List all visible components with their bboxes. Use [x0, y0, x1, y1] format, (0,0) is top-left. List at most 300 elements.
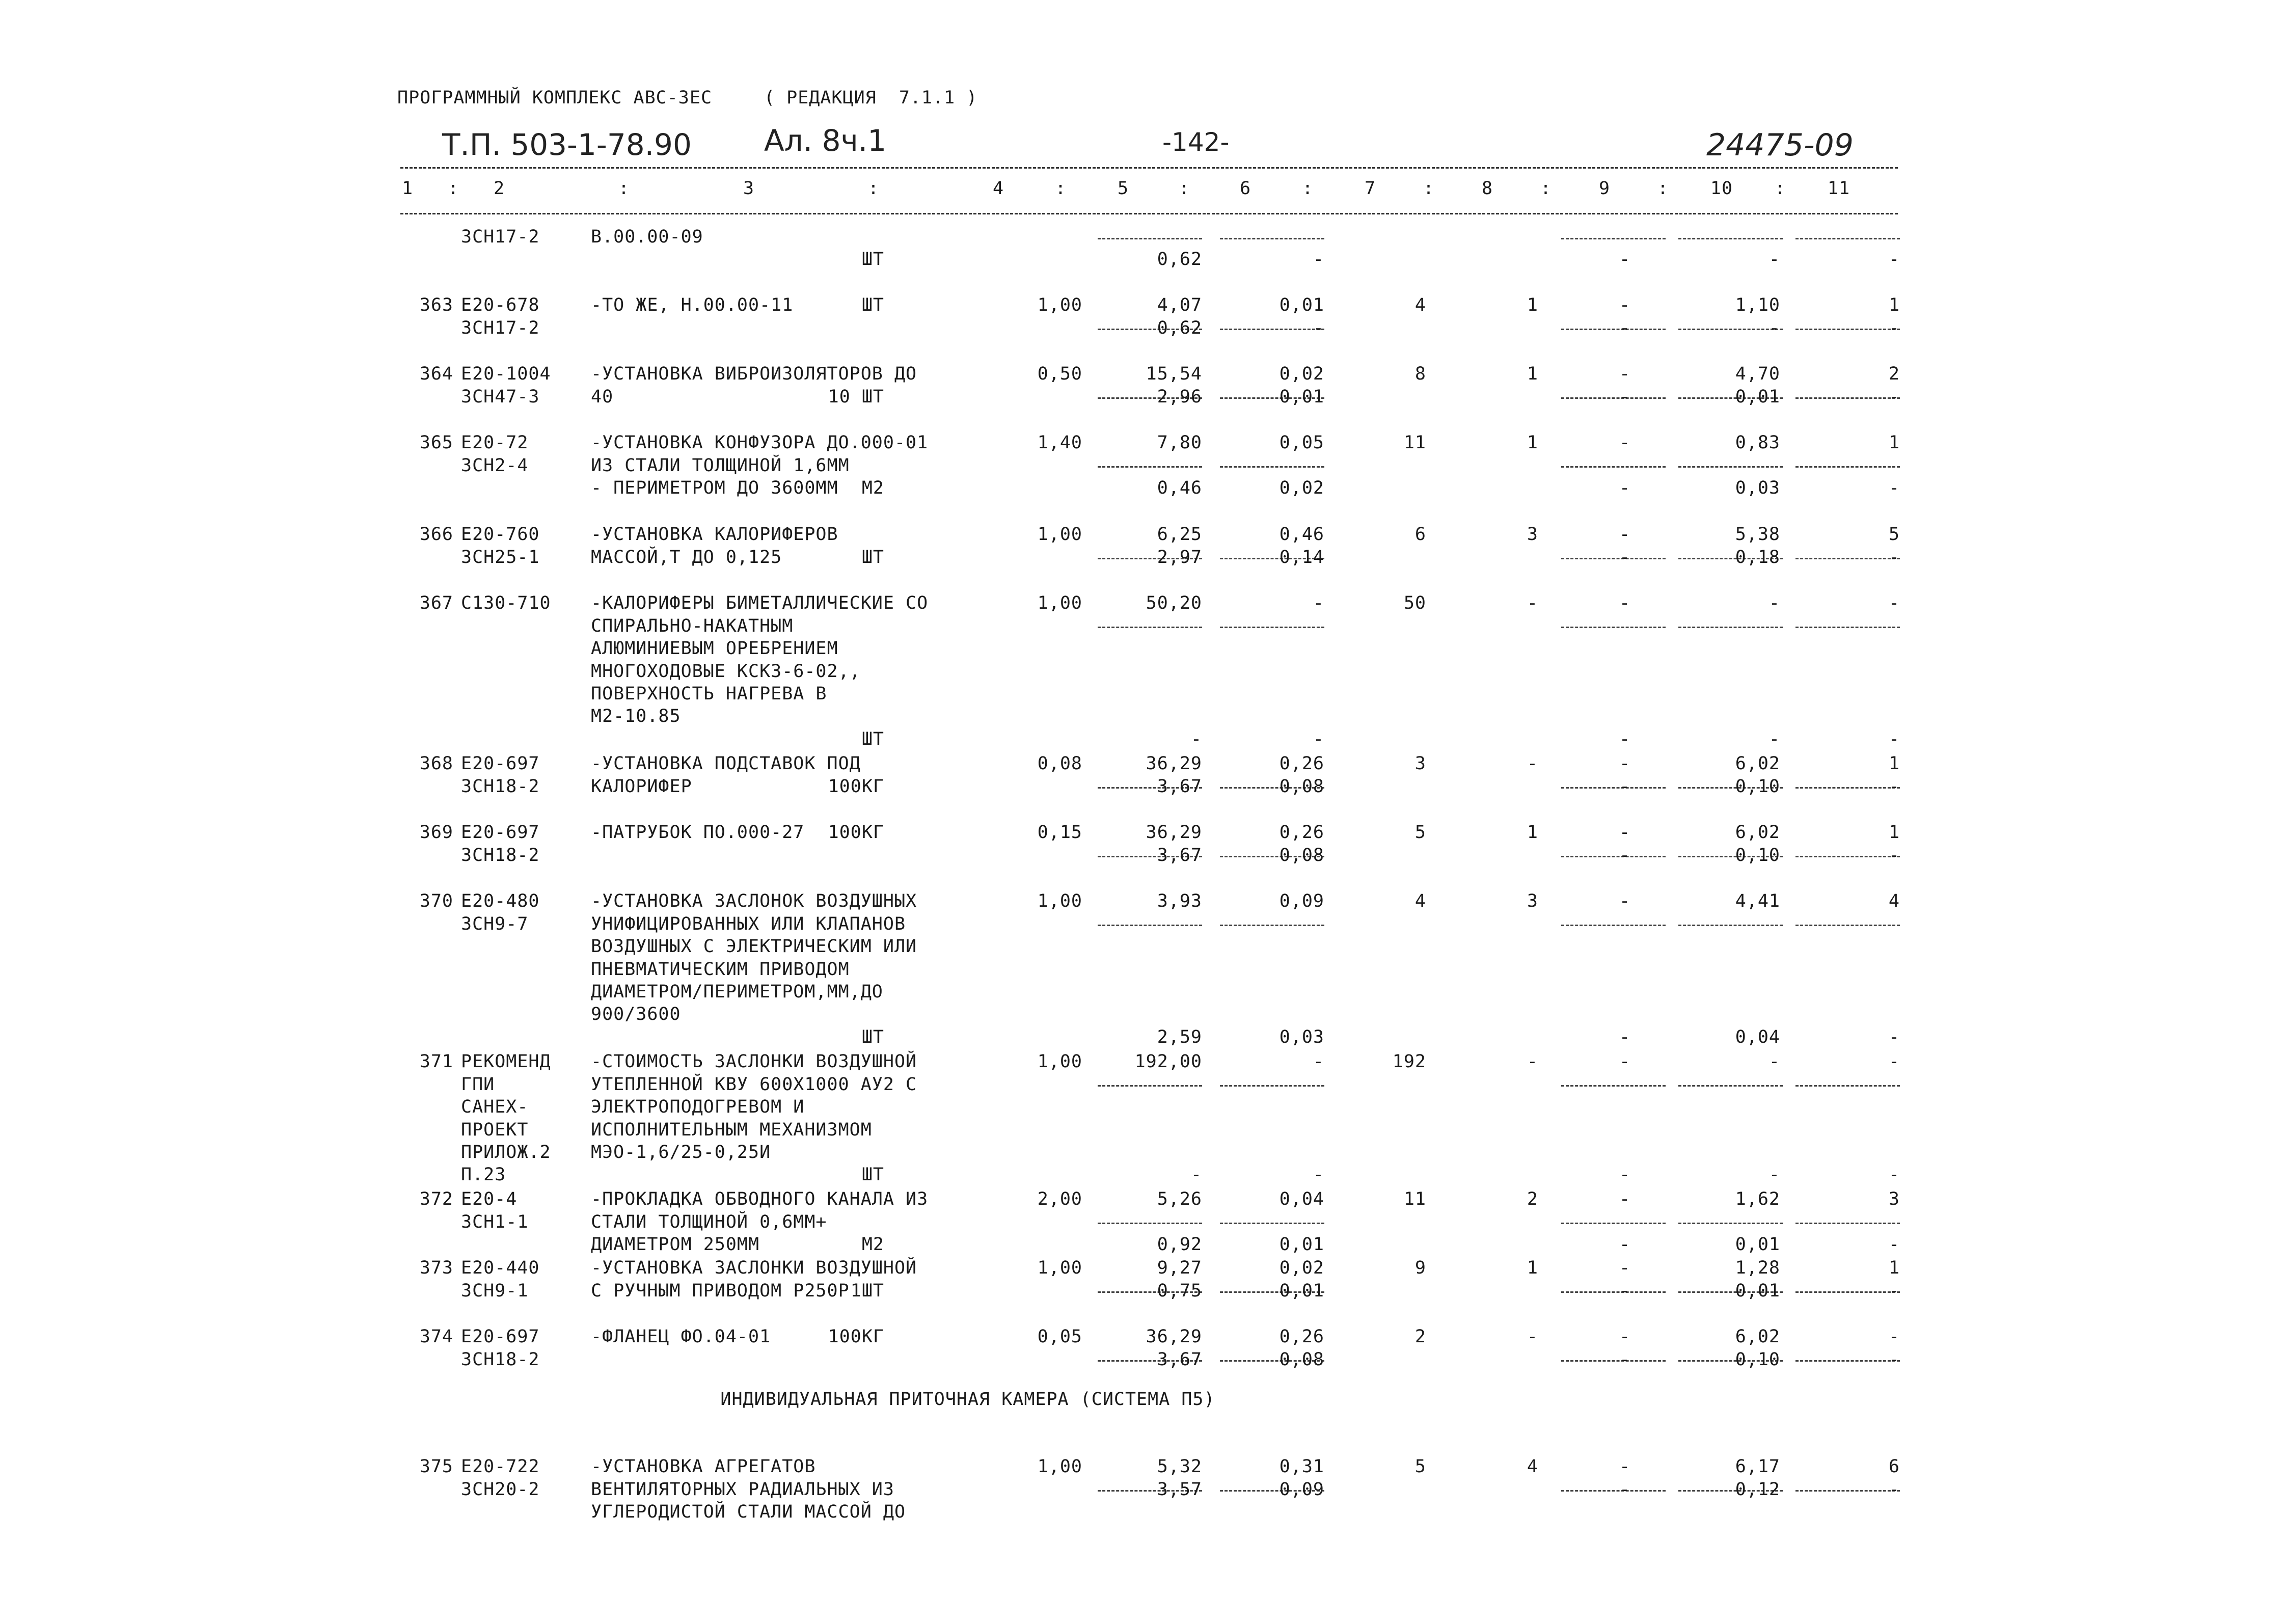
row-number: 374 [419, 1327, 453, 1347]
column-number: 11 [1827, 178, 1850, 199]
cell-col7: 4 [1414, 295, 1426, 316]
cell-divider [1795, 466, 1900, 468]
cell-col10-secondary: 0,01 [1735, 386, 1780, 407]
cell-col6-secondary: 0,01 [1279, 1280, 1324, 1301]
row-code: 3СН1-1 [461, 1211, 529, 1232]
row-description: -ПРОКЛАДКА ОБВОДНОГО КАНАЛА ИЗ [591, 1189, 929, 1210]
row-description: В.00.00-09 [591, 227, 703, 247]
cell-col11-secondary: - [1888, 386, 1900, 407]
cell-col9-secondary: - [1619, 478, 1631, 499]
cell-col10-secondary: 0,03 [1735, 478, 1780, 499]
cell-col10: 4,70 [1735, 364, 1780, 385]
cell-col5: 5,32 [1157, 1456, 1202, 1477]
cell-divider [1678, 925, 1783, 926]
cell-col9-secondary: - [1619, 1234, 1631, 1255]
cell-col5-secondary: 3,57 [1157, 1479, 1202, 1500]
cell-col6-secondary: 0,01 [1279, 1234, 1324, 1255]
cell-divider [1795, 627, 1900, 628]
cell-col9: - [1619, 1189, 1631, 1210]
cell-col5-secondary: 3,67 [1157, 776, 1202, 797]
cell-col9: - [1619, 295, 1631, 316]
cell-col5: 6,25 [1157, 524, 1202, 545]
cell-col11-secondary: - [1888, 1280, 1900, 1301]
cell-col8: - [1527, 753, 1538, 774]
row-description: М2-10.85 [591, 706, 681, 727]
row-description: МАССОЙ,Т ДО 0,125 [591, 547, 782, 567]
row-number: 369 [419, 822, 453, 843]
cell-col9-secondary: - [1619, 1026, 1631, 1047]
cell-col8: - [1527, 1051, 1538, 1072]
column-separator: : [1423, 178, 1435, 199]
cell-col11-secondary: - [1888, 547, 1900, 567]
cell-col6-secondary: 0,08 [1279, 776, 1324, 797]
row-description: УНИФИЦИРОВАННЫХ ИЛИ КЛАПАНОВ [591, 913, 906, 934]
cell-col9: - [1619, 1258, 1631, 1279]
row-number: 375 [419, 1456, 453, 1477]
row-description: ВОЗДУШНЫХ С ЭЛЕКТРИЧЕСКИМ ИЛИ [591, 936, 917, 957]
row-description: -УСТАНОВКА КАЛОРИФЕРОВ [591, 524, 838, 545]
cell-col6: 0,31 [1279, 1456, 1324, 1477]
cell-col7: 50 [1403, 593, 1426, 614]
cell-col5: 5,26 [1157, 1189, 1202, 1210]
row-description: -УСТАНОВКА ЗАСЛОНКИ ВОЗДУШНОЙ [591, 1258, 917, 1279]
column-number: 1 [401, 178, 414, 199]
row-number: 363 [419, 295, 453, 316]
edition-label: ( РЕДАКЦИЯ 7.1.1 ) [764, 88, 978, 108]
cell-col9: - [1619, 364, 1631, 385]
album-label: Ал. 8ч.1 [764, 123, 887, 158]
cell-col4: 0,08 [1037, 753, 1082, 774]
column-number: 3 [743, 178, 755, 199]
row-unit: ШТ [861, 1026, 884, 1047]
row-description: ПОВЕРХНОСТЬ НАГРЕВА В [591, 684, 827, 704]
row-description: КАЛОРИФЕР [591, 776, 692, 797]
cell-col11-secondary: - [1888, 1234, 1900, 1255]
cell-col9: - [1619, 593, 1631, 614]
cell-col9-secondary: - [1619, 1280, 1631, 1301]
row-description: ЭЛЕКТРОПОДОГРЕВОМ И [591, 1097, 805, 1118]
cell-col10-secondary: 0,10 [1735, 1349, 1780, 1370]
cell-col11: 5 [1888, 524, 1900, 545]
row-description: АЛЮМИНИЕВЫМ ОРЕБРЕНИЕМ [591, 638, 838, 659]
cell-col11: 1 [1888, 1258, 1900, 1279]
cell-col10: 4,41 [1735, 891, 1780, 912]
row-code: 3СН18-2 [461, 845, 540, 865]
cell-col11: 3 [1888, 1189, 1900, 1210]
column-separator: : [867, 178, 880, 199]
row-description: -ФЛАНЕЦ ФО.04-01 [591, 1327, 771, 1347]
cell-col8: - [1527, 593, 1538, 614]
cell-col10: - [1768, 1051, 1780, 1072]
cell-col7: 11 [1403, 432, 1426, 453]
cell-col10: 1,62 [1735, 1189, 1780, 1210]
cell-col11: 1 [1888, 822, 1900, 843]
cell-col11-secondary: - [1888, 1165, 1900, 1185]
cell-col6-secondary: 0,02 [1279, 478, 1324, 499]
column-number: 5 [1117, 178, 1129, 199]
row-code: Е20-4 [461, 1189, 518, 1210]
row-code: Е20-697 [461, 753, 540, 774]
cell-col9-secondary: - [1619, 249, 1631, 270]
cell-col5-secondary: 0,75 [1157, 1280, 1202, 1301]
cell-col4: 1,00 [1037, 1051, 1082, 1072]
cell-col6-secondary: 0,14 [1279, 547, 1324, 567]
cell-col8: 3 [1527, 524, 1538, 545]
row-description: -СТОИМОСТЬ ЗАСЛОНКИ ВОЗДУШНОЙ [591, 1051, 917, 1072]
cell-col10-secondary: - [1768, 728, 1780, 749]
cell-col10: 6,02 [1735, 1327, 1780, 1347]
row-unit: 1ШТ [850, 1280, 884, 1301]
row-description: ДИАМЕТРОМ/ПЕРИМЕТРОМ,ММ,ДО [591, 982, 883, 1002]
cell-col5: 50,20 [1146, 593, 1202, 614]
row-description: -КАЛОРИФЕРЫ БИМЕТАЛЛИЧЕСКИЕ СО [591, 593, 929, 614]
cell-col6: 0,46 [1279, 524, 1324, 545]
row-description: ВЕНТИЛЯТОРНЫХ РАДИАЛЬНЫХ ИЗ [591, 1479, 894, 1500]
cell-divider [1220, 627, 1324, 628]
cell-col10-secondary: 0,01 [1735, 1234, 1780, 1255]
row-unit: 100КГ [828, 1327, 884, 1347]
cell-col7: 5 [1414, 1456, 1426, 1477]
cell-col5-secondary: 2,97 [1157, 547, 1202, 567]
cell-col9-secondary: - [1619, 547, 1631, 567]
cell-col8: 1 [1527, 432, 1538, 453]
row-description: УТЕПЛЕННОЙ КВУ 600Х1000 АУ2 С [591, 1074, 917, 1095]
cell-col7: 3 [1414, 753, 1426, 774]
document-number: 24475-09 [1706, 127, 1854, 163]
row-unit: М2 [861, 1234, 884, 1255]
cell-col11: 1 [1888, 432, 1900, 453]
row-number: 370 [419, 891, 453, 912]
cell-col11: 1 [1888, 295, 1900, 316]
cell-col6-secondary: 0,09 [1279, 1479, 1324, 1500]
row-code: Е20-480 [461, 891, 540, 912]
row-code: 3СН20-2 [461, 1479, 540, 1500]
column-number: 2 [493, 178, 505, 199]
cell-divider [1098, 1085, 1202, 1087]
cell-col4: 2,00 [1037, 1189, 1082, 1210]
row-unit: ШТ [861, 295, 884, 316]
cell-col6-secondary: 0,08 [1279, 845, 1324, 865]
column-number: 6 [1239, 178, 1251, 199]
cell-col5-secondary: 0,62 [1157, 317, 1202, 338]
cell-col10-secondary: 0,10 [1735, 845, 1780, 865]
cell-col8: 1 [1527, 295, 1538, 316]
section-title: ИНДИВИДУАЛЬНАЯ ПРИТОЧНАЯ КАМЕРА (СИСТЕМА П5) [720, 1389, 1215, 1410]
cell-col11-secondary: - [1888, 1026, 1900, 1047]
cell-divider [1561, 1223, 1666, 1224]
header-rule-top [400, 167, 1898, 169]
row-code: Е20-72 [461, 432, 529, 453]
cell-divider [1098, 238, 1202, 239]
row-description: 40 [591, 386, 614, 407]
cell-col9-secondary: - [1619, 728, 1631, 749]
row-description: МНОГОХОДОВЫЕ КСК3-6-02,, [591, 661, 861, 682]
cell-col4: 1,00 [1037, 593, 1082, 614]
cell-col11: - [1888, 593, 1900, 614]
column-separator: : [618, 178, 630, 199]
row-number: 365 [419, 432, 453, 453]
cell-col6-secondary: 0,01 [1279, 386, 1324, 407]
cell-col5: 36,29 [1146, 1327, 1202, 1347]
row-description: -УСТАНОВКА АГРЕГАТОВ [591, 1456, 816, 1477]
cell-col6: 0,04 [1279, 1189, 1324, 1210]
row-description: -УСТАНОВКА КОНФУЗОРА ДО.000-01 [591, 432, 929, 453]
cell-col5: 4,07 [1157, 295, 1202, 316]
row-description: МЭО-1,6/25-0,25И [591, 1142, 771, 1162]
cell-col6-secondary: - [1313, 728, 1324, 749]
cell-col10-secondary: 0,10 [1735, 776, 1780, 797]
column-separator: : [1055, 178, 1067, 199]
row-code: 3СН18-2 [461, 1349, 540, 1370]
cell-col9-secondary: - [1619, 1349, 1631, 1370]
column-separator: : [447, 178, 459, 199]
cell-col11: 2 [1888, 364, 1900, 385]
cell-col7: 4 [1414, 891, 1426, 912]
cell-col5-secondary: 3,67 [1157, 845, 1202, 865]
cell-col9: - [1619, 1327, 1631, 1347]
column-separator: : [1540, 178, 1552, 199]
row-number: 366 [419, 524, 453, 545]
row-description: -ПАТРУБОК ПО.000-27 [591, 822, 805, 843]
row-code: Е20-678 [461, 295, 540, 316]
cell-col10: 6,02 [1735, 822, 1780, 843]
page-number: -142- [1162, 127, 1230, 157]
row-code: ПРОЕКТ [461, 1119, 529, 1140]
row-description: -УСТАНОВКА ЗАСЛОНОК ВОЗДУШНЫХ [591, 891, 917, 912]
row-code: 3СН47-3 [461, 386, 540, 407]
cell-divider [1220, 1085, 1324, 1087]
cell-col8: 1 [1527, 822, 1538, 843]
header-rule-bottom [400, 213, 1898, 214]
row-description: УГЛЕРОДИСТОЙ СТАЛИ МАССОЙ ДО [591, 1502, 906, 1523]
cell-col5-secondary: 0,46 [1157, 478, 1202, 499]
row-code: 3СН17-2 [461, 227, 540, 247]
cell-col9-secondary: - [1619, 845, 1631, 865]
cell-col10: 5,38 [1735, 524, 1780, 545]
cell-divider [1795, 238, 1900, 239]
cell-col9: - [1619, 891, 1631, 912]
row-description: ДИАМЕТРОМ 250ММ [591, 1234, 760, 1255]
row-description: С РУЧНЫМ ПРИВОДОМ Р250Р [591, 1280, 850, 1301]
cell-col10: 6,02 [1735, 753, 1780, 774]
cell-col9-secondary: - [1619, 317, 1631, 338]
program-title: ПРОГРАММНЫЙ КОМПЛЕКС АВС-3ЕС [397, 88, 713, 108]
cell-col9: - [1619, 524, 1631, 545]
row-code: 3СН25-1 [461, 547, 540, 567]
cell-divider [1795, 1223, 1900, 1224]
column-separator: : [1302, 178, 1314, 199]
cell-col6: 0,01 [1279, 295, 1324, 316]
cell-col8: 4 [1527, 1456, 1538, 1477]
row-code: 3СН17-2 [461, 317, 540, 338]
cell-col9: - [1619, 1051, 1631, 1072]
cell-divider [1795, 1085, 1900, 1087]
cell-col9-secondary: - [1619, 776, 1631, 797]
cell-col6: 0,26 [1279, 753, 1324, 774]
row-number: 364 [419, 364, 453, 385]
cell-divider [1561, 925, 1666, 926]
column-separator: : [1774, 178, 1786, 199]
cell-col10-secondary: - [1768, 249, 1780, 270]
row-code: Е20-440 [461, 1258, 540, 1279]
row-number: 368 [419, 753, 453, 774]
cell-col11: - [1888, 1327, 1900, 1347]
cell-divider [1678, 1085, 1783, 1087]
row-description: - ПЕРИМЕТРОМ ДО 3600ММ [591, 478, 838, 499]
row-unit: 100КГ [828, 776, 884, 797]
cell-divider [1678, 1223, 1783, 1224]
row-unit: М2 [861, 478, 884, 499]
cell-col11-secondary: - [1888, 776, 1900, 797]
cell-col10: 6,17 [1735, 1456, 1780, 1477]
row-unit: 10 ШТ [828, 386, 884, 407]
cell-col5-secondary: - [1190, 728, 1202, 749]
cell-col6: 0,09 [1279, 891, 1324, 912]
cell-col10-secondary: - [1768, 317, 1780, 338]
row-code: Е20-697 [461, 822, 540, 843]
cell-col10-secondary: 0,01 [1735, 1280, 1780, 1301]
cell-col4: 1,00 [1037, 1258, 1082, 1279]
row-code: Е20-697 [461, 1327, 540, 1347]
row-description: -УСТАНОВКА ПОДСТАВОК ПОД [591, 753, 861, 774]
cell-divider [1098, 925, 1202, 926]
row-description: ПНЕВМАТИЧЕСКИМ ПРИВОДОМ [591, 959, 850, 980]
cell-divider [1220, 466, 1324, 468]
cell-col7: 6 [1414, 524, 1426, 545]
cell-col5: 9,27 [1157, 1258, 1202, 1279]
cell-col4: 1,00 [1037, 891, 1082, 912]
cell-col6: 0,02 [1279, 1258, 1324, 1279]
cell-col9: - [1619, 1456, 1631, 1477]
row-code: 3СН2-4 [461, 455, 529, 476]
cell-col4: 1,40 [1037, 432, 1082, 453]
row-unit: ШТ [861, 1165, 884, 1185]
cell-col8: 2 [1527, 1189, 1538, 1210]
cell-col10-secondary: - [1768, 1165, 1780, 1185]
cell-col11: 1 [1888, 753, 1900, 774]
cell-col10: 0,83 [1735, 432, 1780, 453]
cell-col5: 7,80 [1157, 432, 1202, 453]
cell-col11-secondary: - [1888, 1349, 1900, 1370]
row-description: ИСПОЛНИТЕЛЬНЫМ МЕХАНИЗМОМ [591, 1119, 872, 1140]
row-description: СТАЛИ ТОЛЩИНОЙ 0,6ММ+ [591, 1211, 827, 1232]
cell-col4: 0,05 [1037, 1327, 1082, 1347]
cell-col4: 0,50 [1037, 364, 1082, 385]
cell-col9: - [1619, 822, 1631, 843]
cell-divider [1098, 1223, 1202, 1224]
cell-col11-secondary: - [1888, 845, 1900, 865]
row-code: 3СН9-7 [461, 913, 529, 934]
cell-col4: 1,00 [1037, 524, 1082, 545]
cell-col6-secondary: 0,08 [1279, 1349, 1324, 1370]
cell-col5: 192,00 [1134, 1051, 1202, 1072]
project-code: Т.П. 503-1-78.90 [442, 127, 692, 162]
cell-col11-secondary: - [1888, 1479, 1900, 1500]
row-code: ПРИЛОЖ.2 [461, 1142, 551, 1162]
row-number: 367 [419, 593, 453, 614]
column-separator: : [1657, 178, 1669, 199]
row-code: С130-710 [461, 593, 551, 614]
cell-col6-secondary: 0,03 [1279, 1026, 1324, 1047]
row-code: РЕКОМЕНД [461, 1051, 551, 1072]
row-unit: ШТ [861, 249, 884, 270]
cell-col7: 11 [1403, 1189, 1426, 1210]
cell-col11-secondary: - [1888, 249, 1900, 270]
cell-col7: 2 [1414, 1327, 1426, 1347]
cell-divider [1561, 627, 1666, 628]
cell-col10-secondary: 0,04 [1735, 1026, 1780, 1047]
cell-divider [1561, 1085, 1666, 1087]
cell-col9-secondary: - [1619, 1165, 1631, 1185]
cell-col11-secondary: - [1888, 478, 1900, 499]
cell-col5: 3,93 [1157, 891, 1202, 912]
column-separator: : [1178, 178, 1190, 199]
cell-divider [1678, 466, 1783, 468]
row-code: П.23 [461, 1165, 506, 1185]
cell-col9: - [1619, 432, 1631, 453]
cell-col10-secondary: 0,12 [1735, 1479, 1780, 1500]
cell-col6: 0,26 [1279, 1327, 1324, 1347]
cell-col6: - [1313, 593, 1324, 614]
cell-col6: 0,26 [1279, 822, 1324, 843]
row-description: -ТО ЖЕ, Н.00.00-11 [591, 295, 794, 316]
cell-col6: 0,05 [1279, 432, 1324, 453]
cell-col6-secondary: - [1313, 1165, 1324, 1185]
cell-col10: 1,10 [1735, 295, 1780, 316]
row-description: -УСТАНОВКА ВИБРОИЗОЛЯТОРОВ ДО [591, 364, 917, 385]
cell-col9: - [1619, 753, 1631, 774]
row-code: Е20-760 [461, 524, 540, 545]
cell-col7: 9 [1414, 1258, 1426, 1279]
cell-col4: 1,00 [1037, 295, 1082, 316]
cell-col7: 8 [1414, 364, 1426, 385]
row-unit: ШТ [861, 547, 884, 567]
cell-col8: 3 [1527, 891, 1538, 912]
row-code: САНЕХ- [461, 1097, 529, 1118]
cell-col11-secondary: - [1888, 317, 1900, 338]
cell-divider [1678, 627, 1783, 628]
row-unit: ШТ [861, 728, 884, 749]
cell-col8: - [1527, 1327, 1538, 1347]
cell-col5-secondary: 2,59 [1157, 1026, 1202, 1047]
row-number: 373 [419, 1258, 453, 1279]
cell-divider [1678, 238, 1783, 239]
row-number: 371 [419, 1051, 453, 1072]
cell-divider [1561, 238, 1666, 239]
cell-divider [1795, 925, 1900, 926]
cell-col7: 5 [1414, 822, 1426, 843]
row-unit: 100КГ [828, 822, 884, 843]
cell-col5: 36,29 [1146, 753, 1202, 774]
cell-col6-secondary: - [1313, 317, 1324, 338]
column-number: 4 [992, 178, 1004, 199]
row-code: Е20-722 [461, 1456, 540, 1477]
cell-col8: 1 [1527, 1258, 1538, 1279]
cell-col11: - [1888, 1051, 1900, 1072]
cell-col5-secondary: 2,96 [1157, 386, 1202, 407]
row-code: 3СН18-2 [461, 776, 540, 797]
cell-col6-secondary: - [1313, 249, 1324, 270]
cell-col5: 15,54 [1146, 364, 1202, 385]
cell-divider [1220, 925, 1324, 926]
cell-col4: 0,15 [1037, 822, 1082, 843]
row-code: Е20-1004 [461, 364, 551, 385]
cell-divider [1098, 627, 1202, 628]
column-number: 9 [1598, 178, 1611, 199]
cell-divider [1220, 1223, 1324, 1224]
cell-col6: 0,02 [1279, 364, 1324, 385]
cell-col11-secondary: - [1888, 728, 1900, 749]
